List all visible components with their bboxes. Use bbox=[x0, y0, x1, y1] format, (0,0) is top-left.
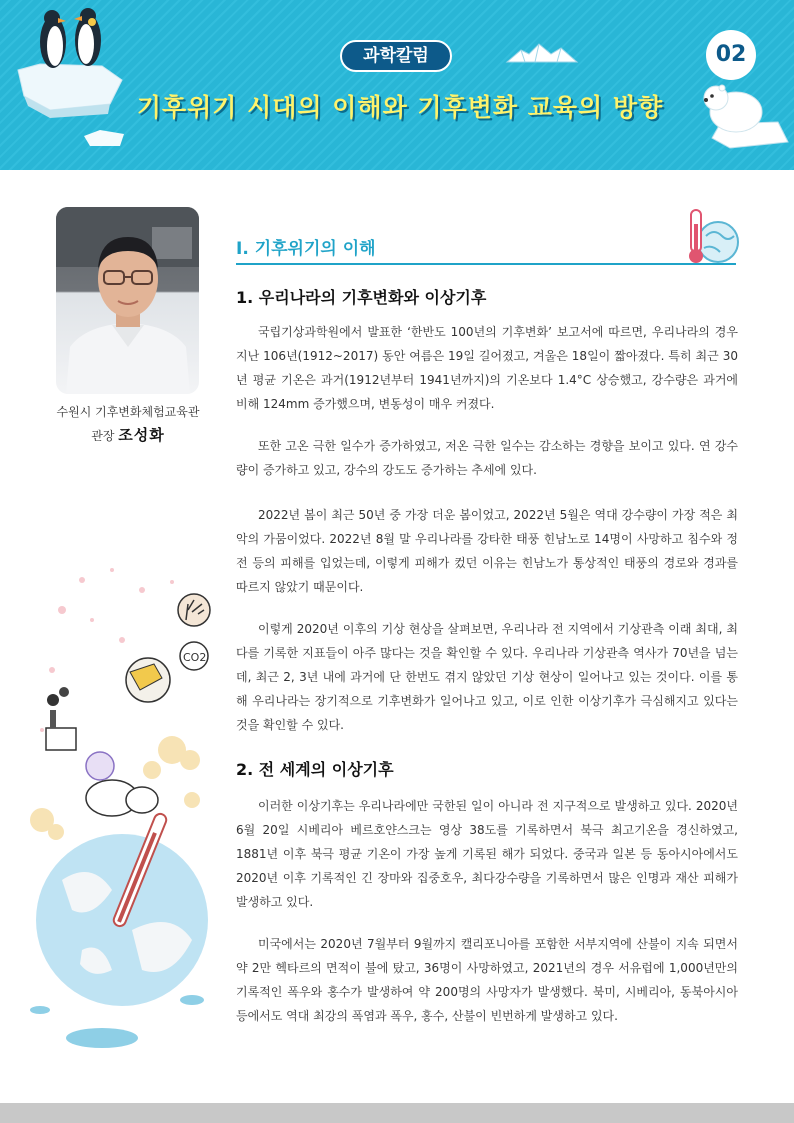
page-title: 기후위기 시대의 이해와 기후변화 교육의 방향 bbox=[136, 93, 664, 122]
paragraph: 2022년 봄이 최근 50년 중 가장 더운 봄이었고, 2022년 5월은 역대 강수량이 가장 적은 최악의 가뭄이었다. 2022년 8월 말 우리나라를 강타한 태풍 힌남노로 14명이 사망하고 침수와 정전 등의 피해를 입었는데, 이렇게 피해가 컸던 이유는 힌남노가 통상적인 태풍의 경로와 경과를 따르지 않았기 때문이다. bbox=[236, 508, 738, 594]
column-category-badge: 과학칼럼 bbox=[340, 40, 452, 72]
paragraph: 미국에서는 2020년 7월부터 9월까지 캘리포니아를 포함한 서부지역에 산불이 지속 되면서 약 2만 헥타르의 면적이 불에 탔고, 36명이 사망하였고, 2021년의 경우 서유럽에 1,000년만의 기록적인 폭우와 홍수가 발생하여 약 200명의 사망자가 발생했다. 북미, 시베리아, 동북아시아 등에서도 역대 최강의 폭염과 폭우, 홍수, 산불이 빈번하게 발생하고 있다. bbox=[236, 937, 738, 1023]
subsection-title: 2. 전 세계의 이상기후 bbox=[236, 760, 394, 779]
section-divider bbox=[236, 263, 736, 265]
small-ice-floe-icon bbox=[80, 122, 130, 152]
polar-bear-illustration bbox=[690, 84, 790, 154]
section-heading: Ⅰ. 기후위기의 이해 bbox=[236, 239, 376, 259]
paragraph: 이렇게 2020년 이후의 기상 현상을 살펴보면, 우리나라 전 지역에서 기상관측 이래 최대, 최다를 기록한 지표들이 아주 많다는 것을 확인할 수 있다. 우리나라 기상관측 역사가 70년을 넘는데, 최근 2, 3년 내에 과거에 단 한번도 겪지 않았던 기상 현상이 일어나고 있는 것이다. 이를 통해 우리나라는 장기적으로 기후변화가 일어나고 있고, 이로 인한 이상기후가 극심해지고 있다는 것을 확인할 수 있다. bbox=[236, 622, 738, 732]
author-credit bbox=[40, 424, 216, 445]
author-name: 조성화 bbox=[118, 426, 165, 444]
paragraph: 이러한 이상기후는 우리나라에만 국한된 일이 아니라 전 지구적으로 발생하고 있다. 2020년 6월 20일 시베리아 베르호얀스크는 영상 38도를 기록하면서 북극 최고기온을 경신하였고, 1881년 이후 북극 평균 기온이 가장 높게 기록된 해가 되었다. 중국과 일본 등 동아시아에서도 2020년 이후 기록적인 긴 장마와 집중호우, 최다강수량을 기록하면서 많은 인명과 재산 피해가 발생하고 있다. bbox=[236, 799, 738, 909]
author-position: 관장 bbox=[91, 429, 115, 443]
subsection-title: 1. 우리나라의 기후변화와 이상기후 bbox=[236, 288, 487, 307]
climate-crisis-illustration bbox=[22, 560, 222, 1060]
iceberg-icon bbox=[505, 42, 580, 64]
footer-bar bbox=[0, 1103, 794, 1123]
header-banner bbox=[0, 0, 794, 170]
penguin-iceberg-illustration bbox=[10, 0, 130, 120]
author-portrait-image bbox=[56, 207, 199, 394]
thermometer-globe-icon bbox=[684, 206, 740, 266]
issue-number-badge: 02 bbox=[706, 30, 756, 80]
author-photo bbox=[56, 207, 199, 394]
co2-label: CO2 bbox=[183, 651, 207, 664]
author-affiliation: 수원시 기후변화체험교육관 bbox=[56, 405, 200, 419]
paragraph: 또한 고온 극한 일수가 증가하였고, 저온 극한 일수는 감소하는 경향을 보이고 있다. 연 강수량이 증가하고 있고, 강수의 강도도 증가하는 추세에 있다. bbox=[236, 439, 738, 477]
paragraph: 국립기상과학원에서 발표한 ‘한반도 100년의 기후변화’ 보고서에 따르면, 우리나라의 경우 지난 106년(1912~2017) 동안 여름은 19일 길어졌고, 겨울은 18일이 짧아졌다. 특히 최근 30년 평균 기온은 과거(1912년부터 1941년까지)의 기온보다 1.4°C 상승했고, 강수량은 과거에 비해 124mm 증가했으며, 변동성이 매우 커졌다. bbox=[236, 325, 738, 411]
